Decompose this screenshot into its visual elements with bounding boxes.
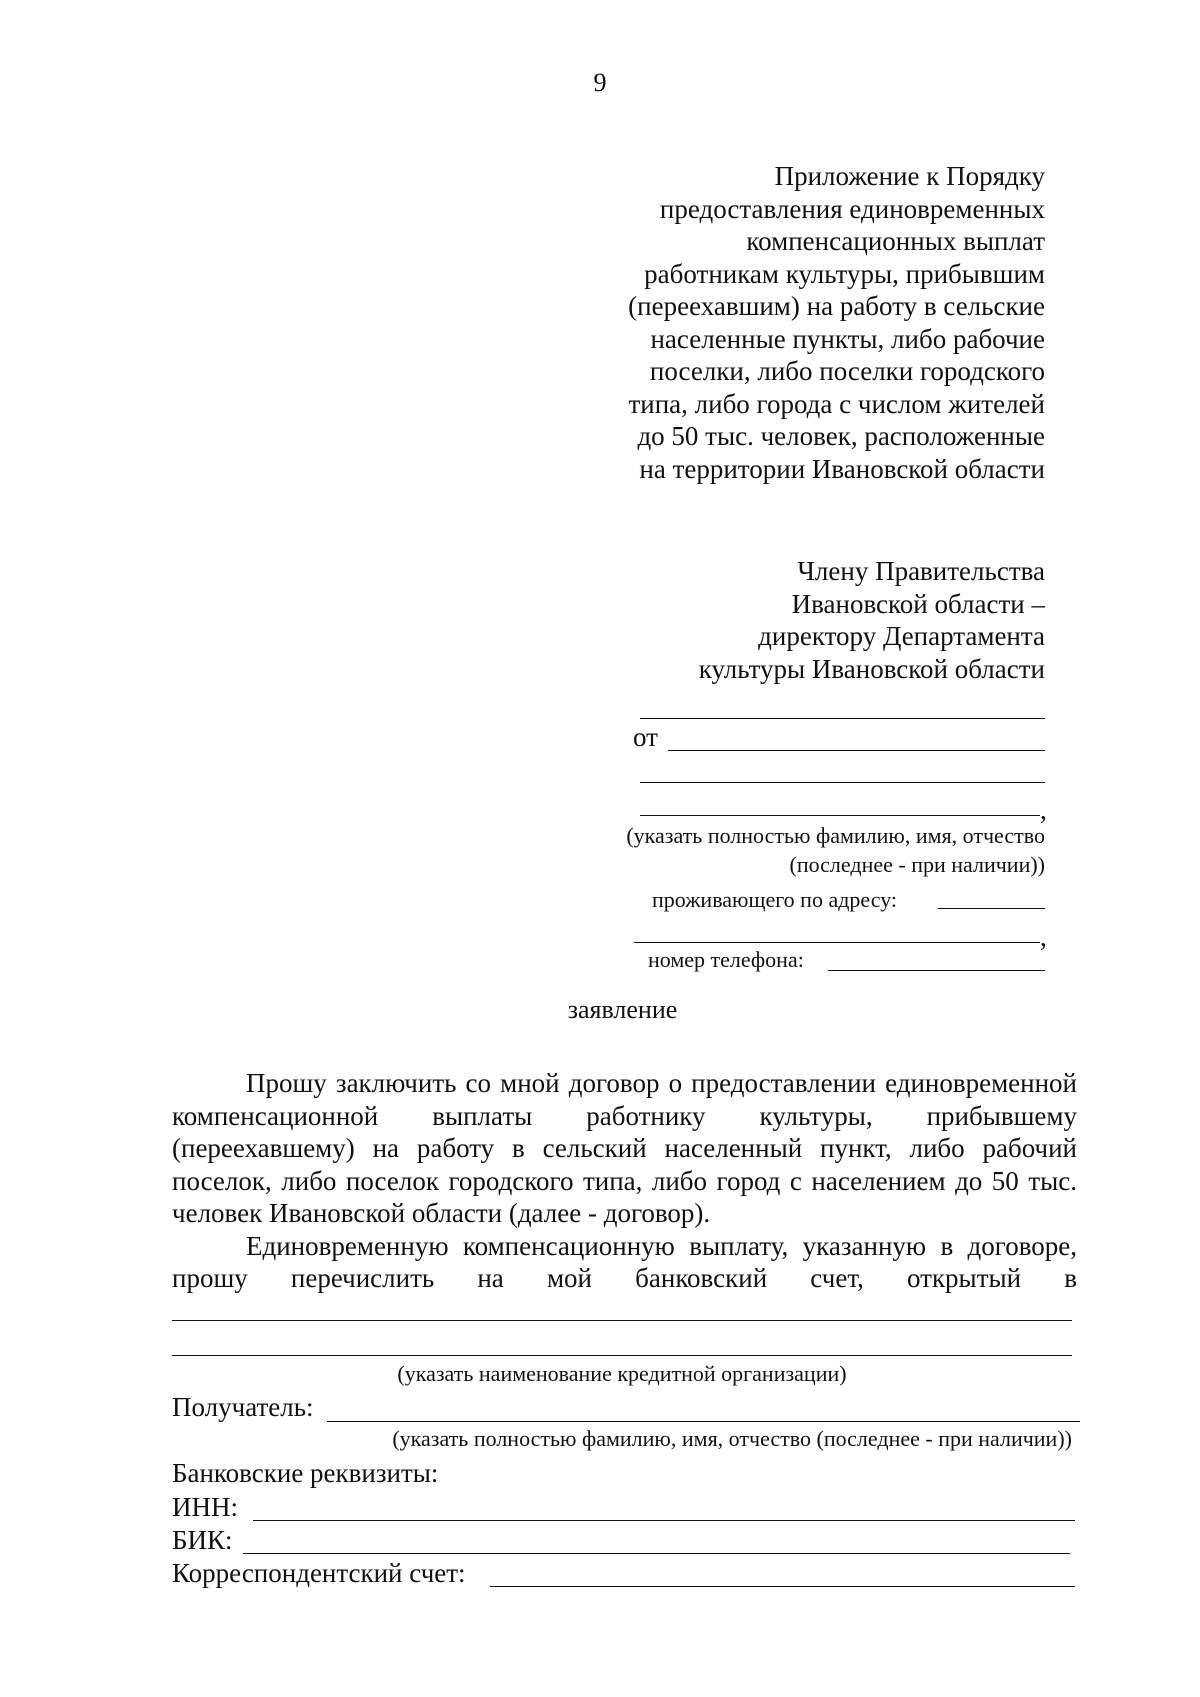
addressee-line: Ивановской области – <box>791 588 1045 619</box>
comma: , <box>1040 922 1047 952</box>
credit-org-field[interactable] <box>172 1320 1072 1321</box>
fio-hint-2: (последнее - при наличии)) <box>789 852 1045 877</box>
from-name-field[interactable] <box>668 750 1045 751</box>
paragraph-1: Прошу заключить со мной договор о предоставлении единовременной компенсационной выплаты работнику культуры, прибывшему (переехавшему) на работу в сельский населенный пункт, либо рабочий поселок, либо поселок городского типа, либо город с населением до 50 тыс. человек Ивановской области (далее - договор). <box>172 1068 1077 1228</box>
inn-field[interactable] <box>253 1520 1075 1521</box>
appendix-line: (переехавшим) на работу в сельские <box>628 291 1045 321</box>
from-label: от <box>633 722 658 752</box>
appendix-line: компенсационных выплат <box>746 226 1045 256</box>
recipient-hint: (указать полностью фамилию, имя, отчество (последнее - при наличии)) <box>392 1426 1072 1451</box>
credit-org-hint: (указать наименование кредитной организации) <box>397 1361 847 1386</box>
bik-field[interactable] <box>243 1553 1070 1554</box>
bik-label: БИК: <box>172 1525 233 1555</box>
appendix-line: предоставления единовременных <box>659 193 1045 224</box>
appendix-line: Приложение к Порядку <box>774 161 1045 191</box>
paragraph-2: Единовременную компенсационную выплату, указанную в договоре, прошу перечислить на мой банковский счет, открытый в <box>172 1230 1077 1293</box>
address-field[interactable] <box>938 908 1045 909</box>
statement-body <box>172 1067 1077 1295</box>
appendix-line: работникам культуры, прибывшим <box>644 258 1045 289</box>
recipient-field[interactable] <box>327 1421 1080 1422</box>
fio-field[interactable] <box>640 815 1040 816</box>
document-title: заявление <box>567 995 678 1024</box>
appendix-line: типа, либо города с числом жителей <box>628 388 1045 419</box>
appendix-line: до 50 тыс. человек, расположенные <box>637 421 1045 451</box>
address-field-cont[interactable] <box>634 942 1040 943</box>
addressee-line: директору Департамента <box>758 621 1045 651</box>
phone-field[interactable] <box>828 970 1045 971</box>
appendix-line: поселки, либо поселки городского <box>649 356 1045 386</box>
inn-label: ИНН: <box>172 1492 238 1522</box>
credit-org-field-cont[interactable] <box>172 1355 1072 1356</box>
blank-line[interactable] <box>640 718 1045 719</box>
phone-label: номер телефона: <box>648 947 804 972</box>
addressee-line: культуры Ивановской области <box>698 653 1045 684</box>
address-label: проживающего по адресу: <box>652 887 898 912</box>
page-number: 9 <box>593 68 607 97</box>
blank-line[interactable] <box>640 782 1045 783</box>
recipient-label: Получатель: <box>172 1392 314 1422</box>
appendix-heading <box>628 160 1045 485</box>
requisites-label: Банковские реквизиты: <box>172 1458 439 1488</box>
fio-hint-1: (указать полностью фамилию, имя, отчество <box>626 823 1045 848</box>
corr-account-label: Корреспондентский счет: <box>172 1558 466 1588</box>
comma: , <box>1040 795 1047 825</box>
corr-account-field[interactable] <box>490 1586 1075 1587</box>
addressee-line: Члену Правительства <box>797 556 1045 586</box>
addressee-block <box>699 555 1045 685</box>
appendix-line: населенные пункты, либо рабочие <box>650 323 1045 354</box>
appendix-line: на территории Ивановской области <box>639 453 1045 484</box>
